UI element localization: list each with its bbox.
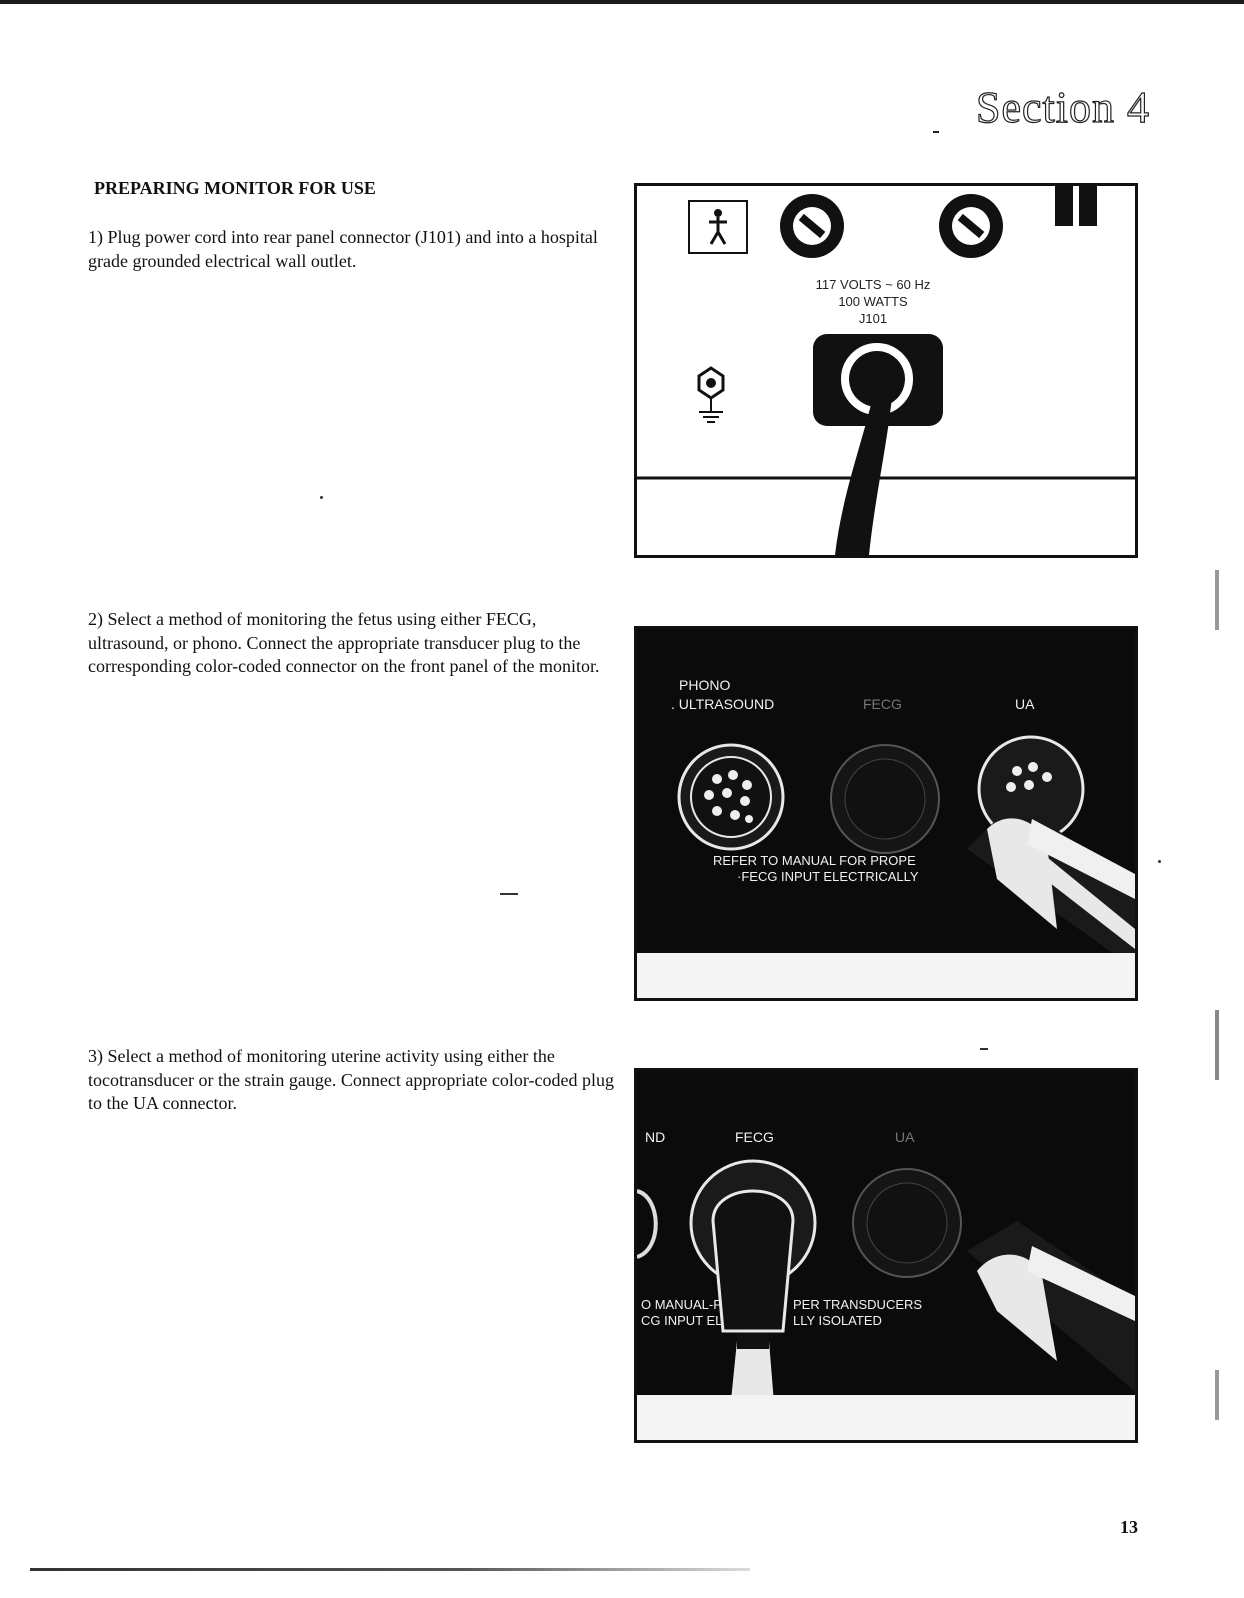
ua-connector-figure <box>634 1068 1138 1443</box>
warning-left-1: O MANUAL-F <box>641 1297 722 1312</box>
front-panel-figure <box>634 626 1138 1001</box>
warning-line-1: REFER TO MANUAL FOR PROPE <box>713 853 916 868</box>
label-phono: PHONO <box>679 677 731 693</box>
rear-panel-figure <box>634 183 1138 558</box>
label-ua-2: UA <box>895 1129 915 1145</box>
rear-panel-illustration <box>637 186 1135 555</box>
rear-panel-voltage-label: 117 VOLTS ~ 60 Hz <box>815 277 931 292</box>
ua-connector-illustration <box>637 1071 1135 1440</box>
label-fecg-2: FECG <box>735 1129 774 1145</box>
scan-edge-noise <box>1215 570 1219 630</box>
bottom-scan-rule <box>30 1568 750 1571</box>
top-border <box>0 0 1244 4</box>
patient-symbol-head <box>714 209 722 217</box>
warning-line-2: ·FECG INPUT ELECTRICALLY <box>737 869 919 884</box>
heading-mark <box>933 131 939 133</box>
ua-plug <box>967 1221 1135 1391</box>
fuse-holder-right-icon <box>939 194 1003 258</box>
scan-speck <box>500 893 518 895</box>
warning-right-1: PER TRANSDUCERS <box>793 1297 923 1312</box>
ultrasound-connector-icon <box>679 745 783 849</box>
label-ua: UA <box>1015 696 1035 712</box>
page-number: 13 <box>1120 1517 1138 1537</box>
label-nd: ND <box>645 1129 666 1145</box>
rear-panel-connector-label: J101 <box>858 311 888 326</box>
step-1-text: 1) Plug power cord into rear panel connector (J101) and into a hospital grade grounded electrical wall outlet. <box>88 227 598 271</box>
page-title: PREPARING MONITOR FOR USE <box>94 178 376 198</box>
fecg-connector-icon <box>831 745 939 853</box>
label-ultrasound: . ULTRASOUND <box>671 696 775 712</box>
panel-bottom-strip-2 <box>637 1395 1135 1440</box>
slot-right <box>1079 186 1097 226</box>
scan-edge-noise <box>1215 1370 1219 1420</box>
warning-left-2: CG INPUT EL <box>641 1313 723 1328</box>
panel-bottom-strip <box>637 953 1135 998</box>
ua-connector-icon-2 <box>853 1169 961 1277</box>
rear-panel-wattage-label: 100 WATTS <box>838 294 908 309</box>
scan-speck <box>980 1048 988 1050</box>
warning-right-2: LLY ISOLATED <box>793 1313 882 1328</box>
scan-speck <box>1158 860 1161 863</box>
step-3-text: 3) Select a method of monitoring uterine activity using either the tocotransducer or the strain gauge. Connect appropriate color-coded plug to the UA connector. <box>88 1046 614 1113</box>
scan-edge-noise <box>1215 1010 1219 1080</box>
label-fecg: FECG <box>863 696 902 712</box>
scan-speck <box>320 496 323 499</box>
fuse-holder-left-icon <box>780 194 844 258</box>
step-2-text: 2) Select a method of monitoring the fetus using either FECG, ultrasound, or phono. Connect the appropriate transducer plug to the corresponding color-coded connector on the front panel of the monitor. <box>88 609 600 676</box>
slot-left <box>1055 186 1073 226</box>
section-heading: Section 4 <box>976 83 1150 132</box>
ground-terminal-icon <box>699 368 723 422</box>
left-connector-partial <box>637 1191 656 1257</box>
